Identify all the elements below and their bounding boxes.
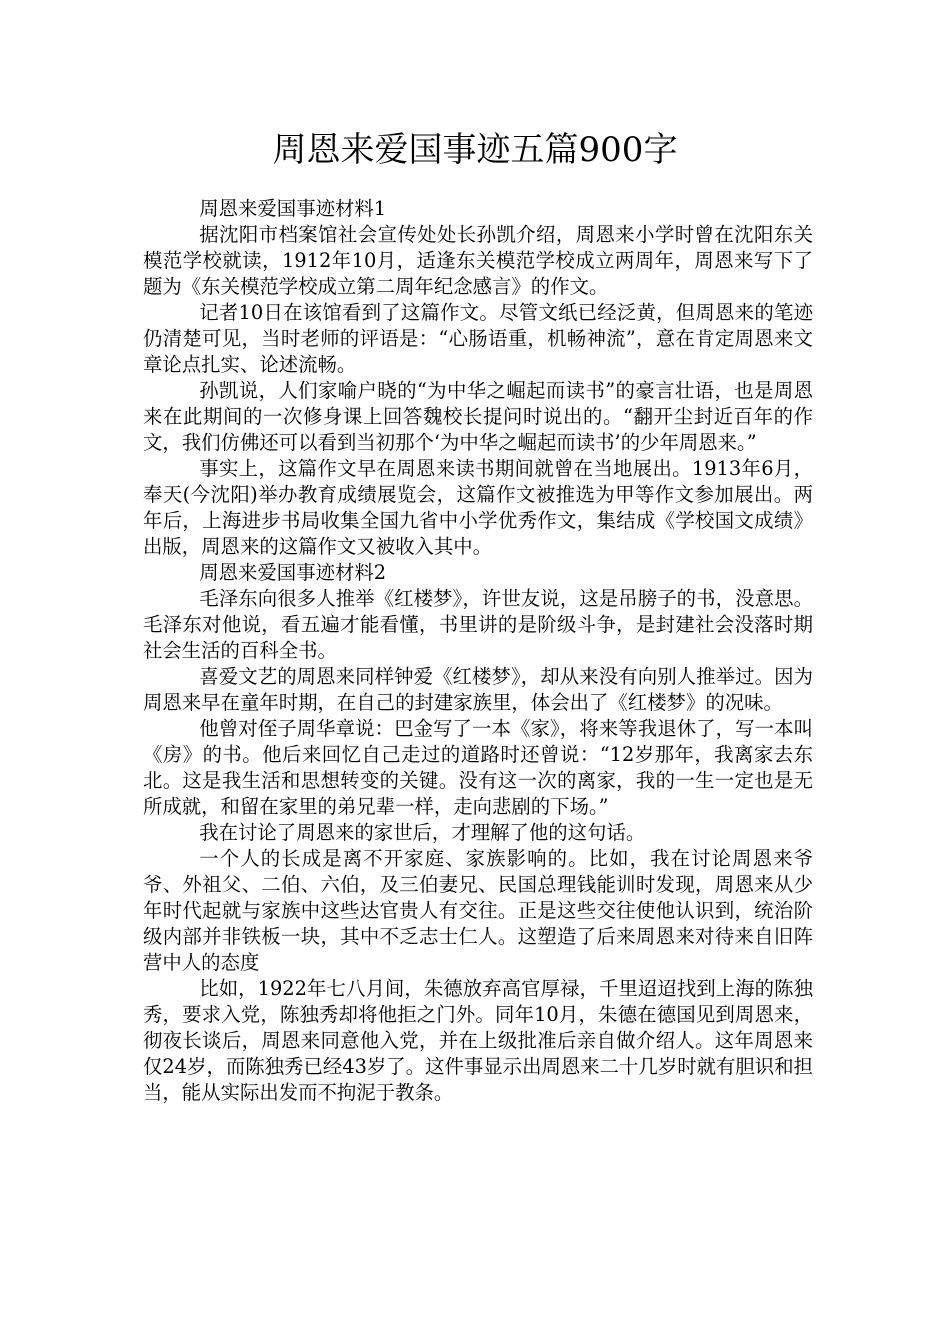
paragraph: 据沈阳市档案馆社会宣传处处长孙凯介绍，周恩来小学时曾在沈阳东关模范学校就读，1912年10月，适逢东关模范学校成立两周年，周恩来写下了题为《东关模范学校成立第二周年纪念感言》的作文。	[143, 223, 813, 298]
paragraph: 喜爱文艺的周恩来同样钟爱《红楼梦》，却从来没有向别人推举过。因为周恩来早在童年时期，在自己的封建家族里，体会出了《红楼梦》的况味。	[143, 665, 813, 714]
paragraph: 一个人的长成是离不开家庭、家族影响的。比如，我在讨论周恩来爷爷、外祖父、二伯、六伯，及三伯妻兄、民国总理钱能训时发现，周恩来从少年时代起就与家族中这些达官贵人有交往。正是这些交往使他认识到，统治阶级内部并非铁板一块，其中不乏志士仁人。这塑造了后来周恩来对待来自旧阵营中人的态度	[143, 847, 813, 974]
paragraph: 比如，1922年七八月间，朱德放弃高官厚禄，千里迢迢找到上海的陈独秀，要求入党，陈独秀却将他拒之门外。同年10月，朱德在德国见到周恩来，彻夜长谈后，周恩来同意他入党，并在上级批准后亲自做介绍人。这年周恩来仅24岁，而陈独秀已经43岁了。这件事显示出周恩来二十几岁时就有胆识和担当，能从实际出发而不拘泥于教条。	[143, 977, 813, 1104]
section-heading: 周恩来爱国事迹材料2	[199, 561, 387, 584]
paragraph: 孙凯说，人们家喻户晓的“为中华之崛起而读书”的豪言壮语，也是周恩来在此期间的一次修身课上回答魏校长提问时说出的。“翻开尘封近百年的作文，我们仿佛还可以看到当初那个‘为中华之崛起而读书’的少年周恩来。”	[143, 379, 813, 454]
paragraph: 我在讨论了周恩来的家世后，才理解了他的这句话。	[199, 821, 646, 844]
paragraph: 事实上，这篇作文早在周恩来读书期间就曾在当地展出。1913年6月，奉天(今沈阳)举办教育成绩展览会，这篇作文被推选为甲等作文参加展出。两年后，上海进步书局收集全国九省中小学优秀作文，集结成《学校国文成绩》出版，周恩来的这篇作文又被收入其中。	[143, 457, 813, 558]
section-heading: 周恩来爱国事迹材料1	[199, 197, 387, 220]
paragraph: 他曾对侄子周华章说：巴金写了一本《家》，将来等我退休了，写一本叫《房》的书。他后来回忆自己走过的道路时还曾说：“12岁那年，我离家去东北。这是我生活和思想转变的关键。没有这一次的离家，我的一生一定也是无所成就，和留在家里的弟兄辈一样，走向悲剧的下场。”	[143, 717, 813, 818]
document-body	[143, 196, 813, 1106]
paragraph: 记者10日在该馆看到了这篇作文。尽管文纸已经泛黄，但周恩来的笔迹仍清楚可见，当时老师的评语是：“心肠语重，机畅神流”，意在肯定周恩来文章论点扎实、论述流畅。	[143, 301, 813, 376]
document-title: 周恩来爱国事迹五篇900字	[272, 130, 678, 170]
paragraph: 毛泽东向很多人推举《红楼梦》，许世友说，这是吊膀子的书，没意思。毛泽东对他说，看五遍才能看懂，书里讲的是阶级斗争，是封建社会没落时期社会生活的百科全书。	[143, 587, 813, 662]
